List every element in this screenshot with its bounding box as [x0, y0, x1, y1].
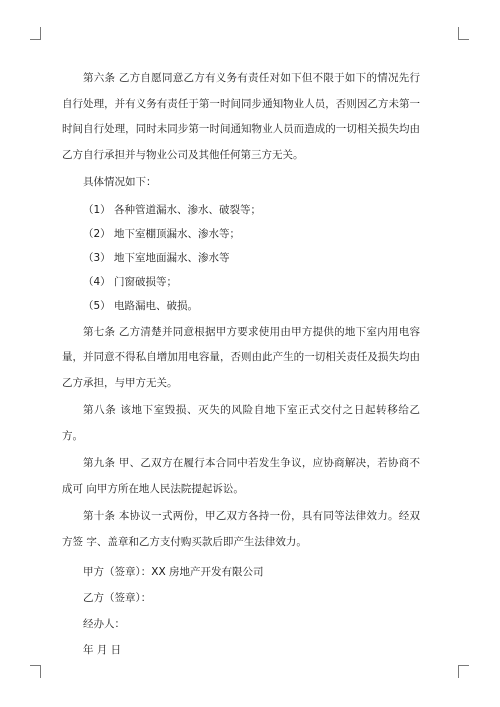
list-item: （1） 各种管道漏水、渗水、破裂等；	[83, 203, 262, 216]
crop-mark-top-left	[30, 27, 41, 40]
party-a-signature: 甲方（签章）：XX 房地产开发有限公司	[83, 566, 264, 578]
list-item: （3） 地下室地面漏水、渗水等	[83, 251, 230, 264]
list-item: （2） 地下室棚顶漏水、渗水等；	[83, 227, 241, 240]
crop-mark-bottom-left	[30, 665, 41, 678]
article-7: 第七条 乙方清楚并同意根据甲方要求使用由甲方提供的地下室内用电容量，并同意不得私自增加用电容量，否则由此产生的一切相关责任及损失均由乙方承担，与甲方无关。	[62, 325, 420, 389]
article-6: 第六条 乙方自愿同意乙方有义务有责任对如下但不限于如下的情况先行自行处理，并有义务有责任于第一时间同步通知物业人员，否则因乙方未第一时间自行处理，同时未同步第一时间通知物业人员而造成的一切相关损失均由乙方自行承担并与物业公司及其他任何第三方无关。	[62, 72, 420, 161]
crop-mark-bottom-right	[458, 665, 469, 678]
article-9: 第九条 甲、乙双方在履行本合同中若发生争议，应协商解决，若协商不成可 向甲方所在地人民法院提起诉讼。	[62, 457, 420, 495]
list-item: （4） 门窗破损等；	[83, 275, 178, 288]
article-8: 第八条 该地下室毁损、灭失的风险自地下室正式交付之日起转移给乙方。	[62, 404, 420, 442]
article-10: 第十条 本协议一式两份，甲乙双方各持一份，具有同等法律效力。经双方签 字、盖章和乙方支付购买款后即产生法律效力。	[62, 510, 420, 548]
party-b-signature: 乙方（签章）：	[83, 592, 152, 604]
document-body	[62, 66, 420, 663]
details-heading: 具体情况如下：	[83, 176, 157, 188]
crop-mark-top-right	[458, 27, 469, 40]
date-line: 年 月 日	[83, 644, 122, 656]
list-item: （5） 电路漏电、破损。	[83, 299, 199, 312]
handler-line: 经办人：	[83, 618, 125, 630]
